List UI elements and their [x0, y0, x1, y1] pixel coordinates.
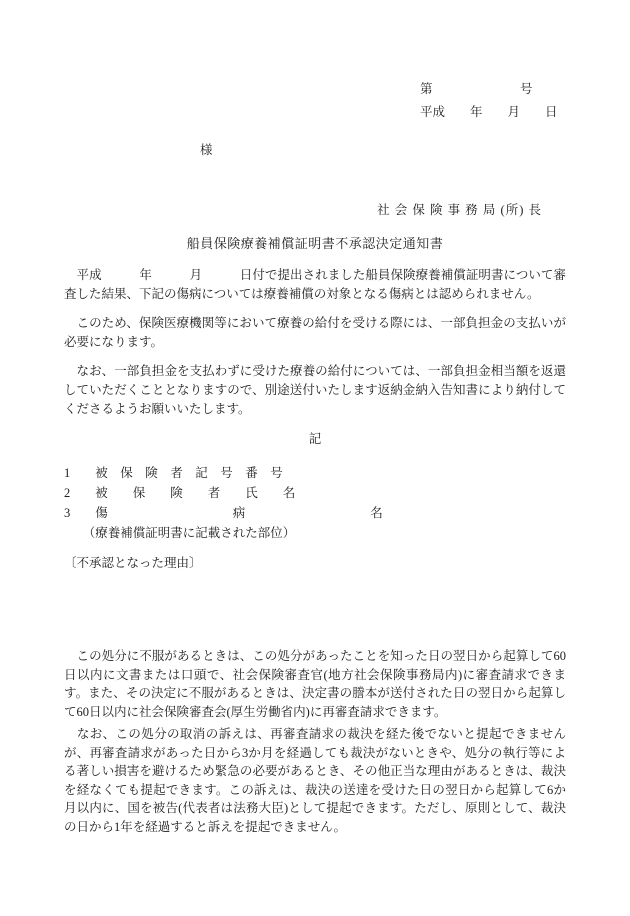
rejection-reason-heading: 〔不承認となった理由〕	[64, 556, 202, 570]
record-item-insured-number: 1 被 保 険 者 記 号 番 号	[64, 466, 283, 480]
date-line: 平成 年 月 日	[420, 105, 558, 119]
body-paragraph-1: 平成 年 月 日付で提出されました船員保険療養補償証明書について審査した結果、下記の傷病については療養補償の対象となる傷病とは認められません。	[64, 268, 566, 301]
document-number-line: 第 号	[420, 82, 533, 96]
record-item-disease-name: 3 傷 病 名	[64, 506, 383, 520]
body-paragraph-2: このため、保険医療機関等において療養の給付を受ける際には、一部負担金の支払いが必要になります。	[64, 316, 566, 349]
appeal-paragraph-1: この処分に不服があるときは、この処分があったことを知った日の翌日から起算して60日以内に文書または口頭で、社会保険審査官(地方社会保険事務局内)に審査請求できます。また、その決定に不服があるときは、決定書の謄本が送付された日の翌日から起算して60日以内に社会保険審査会(厚生労働省内)に再審査請求できます。	[64, 649, 566, 719]
document-title: 船員保険療養補償証明書不承認決定通知書	[186, 236, 444, 251]
document-header	[420, 78, 566, 124]
record-heading: 記	[308, 432, 322, 446]
record-list	[64, 463, 566, 543]
issuer-line: 社 会 保 険 事 務 局 (所) 長	[377, 203, 542, 217]
record-item-body-part-note: （療養補償証明書に記載された部位）	[64, 526, 296, 540]
addressee-line: 様	[200, 143, 213, 157]
appeal-notice	[64, 647, 566, 836]
body-paragraph-3: なお、一部負担金を支払わずに受けた療養の給付については、一部負担金相当額を返還していただくこととなりますので、別途送付いたします返納金納入告知書により納付してくださるようお願いいたします。	[64, 364, 566, 416]
body-text	[64, 266, 566, 419]
record-item-insured-name: 2 被 保 険 者 氏 名	[64, 486, 296, 500]
appeal-paragraph-2: なお、この処分の取消の訴えは、再審査請求の裁決を経た後でないと提起できませんが、再審査請求があった日から3か月を経過しても裁決がないときや、処分の執行等による著しい損害を避けるため緊急の必要があるとき、その他正当な理由があるときは、裁決を経なくても提起できます。この訴えは、裁決の送達を受けた日の翌日から起算して6か月以内に、国を被告(代表者は法務大臣)として提起できます。ただし、原則として、裁決の日から1年を経過すると訴えを提起できません。	[64, 727, 566, 834]
